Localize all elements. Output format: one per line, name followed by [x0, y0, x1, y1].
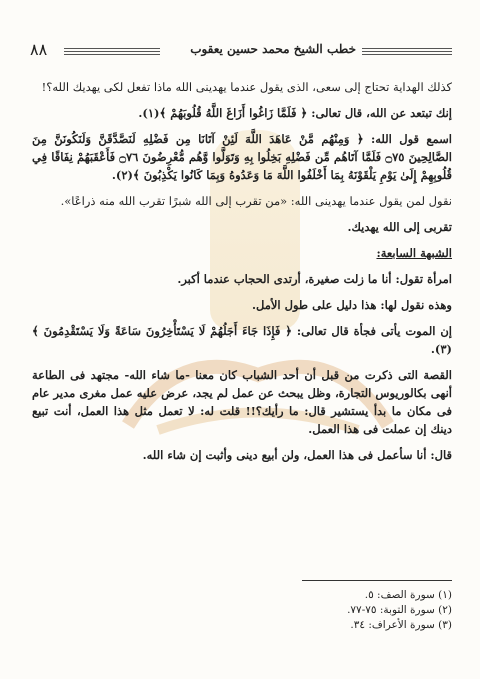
- footnotes: [232, 588, 452, 633]
- book-title: خطب الشيخ محمد حسين يعقوب: [190, 42, 356, 56]
- footnote: (٣) سورة الأعراف: ٣٤.: [350, 619, 452, 631]
- page-header: [30, 40, 452, 66]
- paragraph: كذلك الهداية تحتاج إلى سعى، الذى يقول عندما يهدينى الله ماذا تفعل لكى يهديك الله؟!: [41, 80, 452, 94]
- page-number: ٨٨: [30, 40, 48, 59]
- paragraph: امرأة تقول: أنا ما زلت صغيرة، أرتدى الحجاب عندما أكبر.: [177, 272, 452, 286]
- page-body: [32, 78, 452, 472]
- paragraph: نقول لمن يقول عندما يهدينى الله: «من تقرب إلى الله شبرًا تقرب الله منه ذراعًا».: [60, 194, 452, 208]
- paragraph: اسمع قول الله: ﴿ وَمِنْهُم مَّنْ عَاهَدَ اللَّهَ لَئِنْ آتَانَا مِن فَضْلِهِ لَنَصَّدَّقَنَّ وَلَنَكُونَنَّ مِنَ الصَّالِحِينَ ۝٧٥ فَلَمَّا آتَاهُم مِّن فَضْلِهِ بَخِلُوا بِهِ وَتَوَلَّوا وَّهُم مُّعْرِضُونَ ۝٧٦ فَأَعْقَبَهُمْ نِفَاقًا فِي قُلُوبِهِمْ إِلَىٰ يَوْمِ يَلْقَوْنَهُ بِمَا أَخْلَفُوا اللَّهَ مَا وَعَدُوهُ وَبِمَا كَانُوا يَكْذِبُونَ ﴾(٢).: [32, 132, 452, 182]
- section-heading: الشبهة السابعة:: [376, 246, 452, 260]
- paragraph: تقربى إلى الله يهديك.: [347, 220, 452, 234]
- paragraph: القصة التى ذكرت من قبل أن أحد الشباب كان معنا -ما شاء الله- مجتهد فى الطاعة أنهى بكالوريوس التجارة، وظل يبحث عن عمل لم يجد، عرض عليه عمل مغرى مدير عام فى مكان ما بدأ يستشير قال: ما رأيك؟!! قلت له: لا تعمل مثل هذا العمل، أنت تبيع دينك إن عملت فى هذا العمل.: [32, 368, 452, 436]
- header-rule-left: [64, 48, 160, 49]
- footnote-rule: [302, 580, 452, 581]
- header-rule-right: [362, 48, 452, 49]
- paragraph: إن الموت يأتى فجأة قال تعالى: ﴿ فَإِذَا جَاءَ أَجَلُهُمْ لَا يَسْتَأْخِرُونَ سَاعَةً وَلَا يَسْتَقْدِمُونَ ﴾(٣).: [32, 324, 452, 356]
- paragraph: وهذه نقول لها: هذا دليل على طول الأمل.: [251, 298, 452, 312]
- paragraph: قال: أنا سأعمل فى هذا العمل، ولن أبيع دينى وأثبت إن شاء الله.: [142, 448, 452, 462]
- footnote: (١) سورة الصف: ٥.: [364, 589, 452, 601]
- footnote: (٢) سورة التوبة: ٧٥-٧٧.: [347, 604, 452, 616]
- paragraph: إنك تبتعد عن الله، قال تعالى: ﴿ فَلَمَّا زَاغُوا أَزَاغَ اللَّهُ قُلُوبَهُمْ ﴾(١).: [138, 106, 452, 120]
